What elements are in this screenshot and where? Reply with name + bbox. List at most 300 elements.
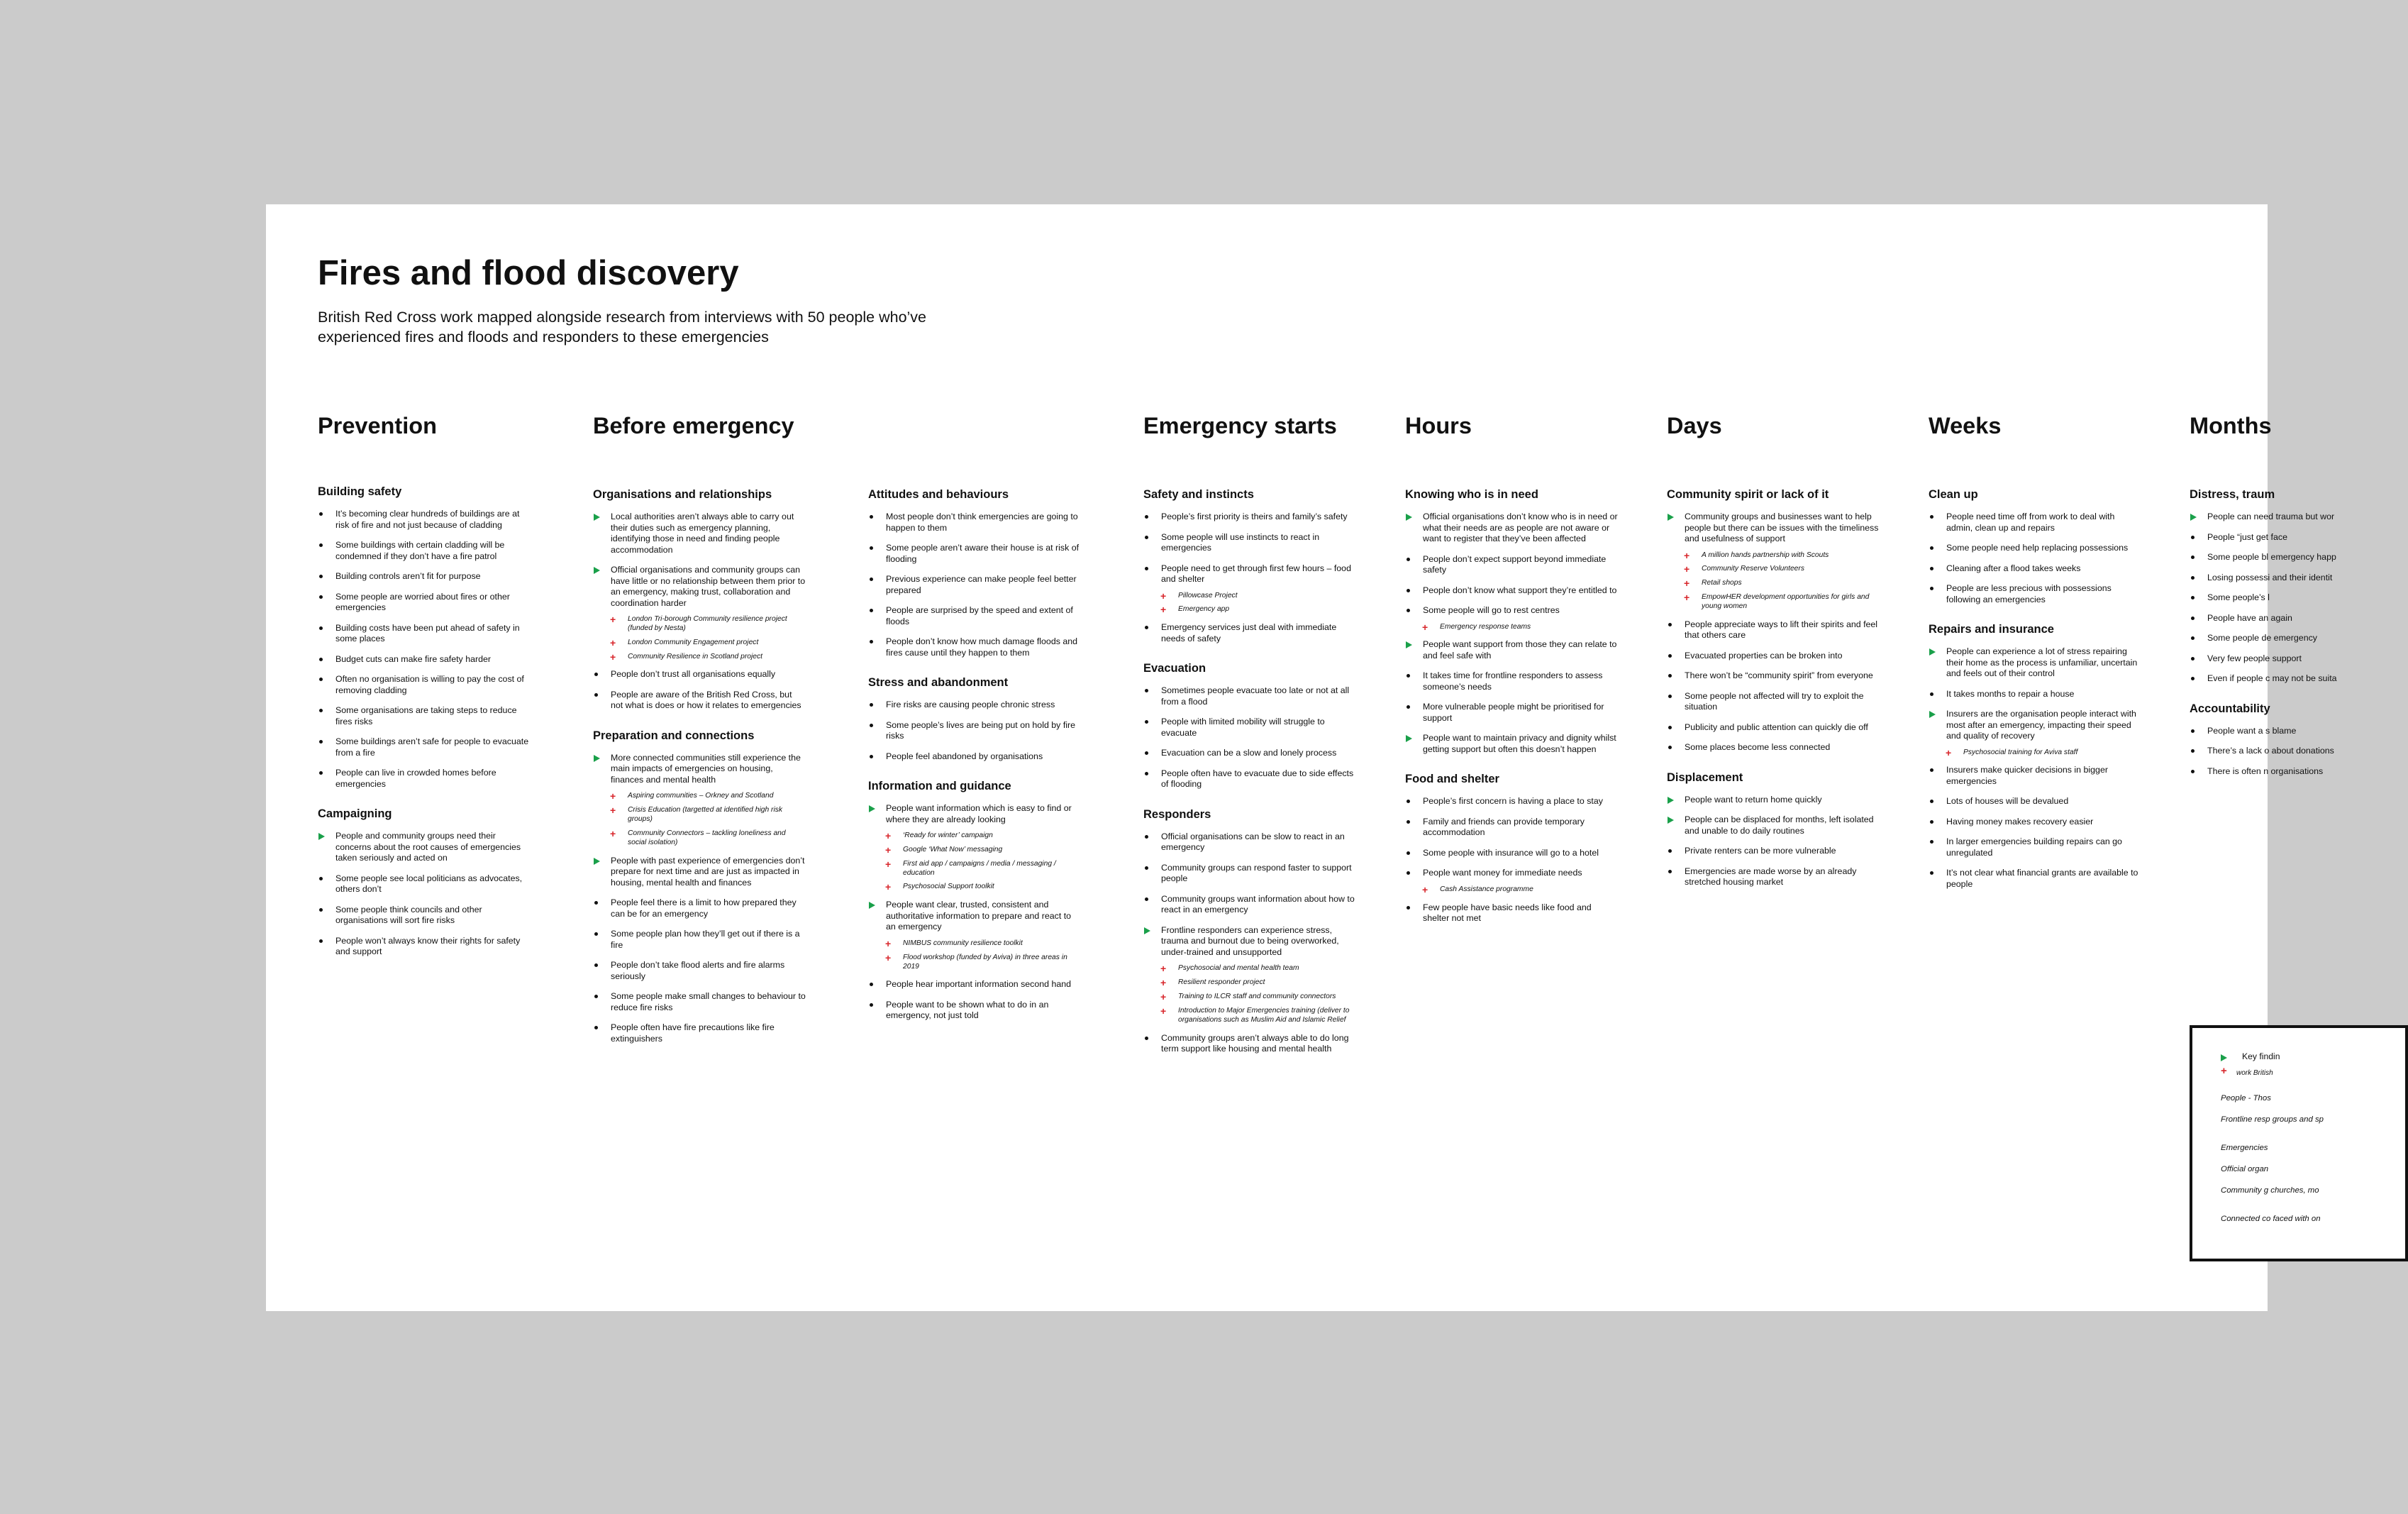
item-text: Most people don’t think emergencies are going to happen to them	[886, 512, 1078, 533]
section-heading: Safety and instincts	[1143, 488, 1254, 501]
page-title: Fires and flood discovery	[318, 254, 739, 292]
item-text: Some people see local politicians as advocates, others don’t	[335, 873, 523, 894]
item-text: Building costs have been put ahead of safety in some places	[335, 622, 520, 643]
item-text: Frontline responders can experience stress, trauma and burnout due to being overworked, under-trained and unsupported	[1161, 924, 1339, 957]
observation-item	[2190, 746, 2402, 757]
section	[1143, 808, 1356, 1055]
red-cross-work-item	[1143, 978, 1356, 988]
observation-item	[1405, 605, 1618, 617]
item-text: More vulnerable people might be prioritised for support	[1423, 702, 1604, 723]
observation-item	[2190, 573, 2402, 584]
observation-item	[2190, 673, 2402, 685]
section	[1929, 488, 2141, 605]
item-text: In larger emergencies building repairs can go unregulated	[1946, 836, 2122, 858]
observation-item	[1143, 717, 1356, 739]
item-text: Very few people support	[2207, 653, 2302, 663]
item-text: Budget cuts can make fire safety harder	[335, 653, 492, 664]
phase-months: Months	[2190, 413, 2272, 438]
observation-item	[318, 654, 531, 665]
item-text: People need to get through first few hours – food and shelter	[1161, 563, 1351, 584]
work-text: Emergency app	[1178, 605, 1230, 614]
section-heading: Responders	[1143, 807, 1211, 821]
work-marker-icon: +	[610, 614, 616, 625]
red-cross-work-item	[1929, 748, 2141, 758]
item-text: Emergencies are made worse by an already stretched housing market	[1685, 866, 1857, 888]
key-finding-item	[868, 900, 1081, 933]
work-text: A million hands partnership with Scouts	[1702, 551, 1829, 559]
red-cross-work-item	[593, 636, 806, 648]
work-text: Retail shops	[1702, 579, 1742, 587]
item-text: It takes time for frontline responders to assess someone’s needs	[1423, 670, 1603, 692]
work-text: Community Resilience in Scotland project	[628, 652, 763, 661]
item-text: Evacuated properties can be broken into	[1685, 650, 1843, 661]
section	[868, 676, 1081, 762]
work-marker-icon: +	[1160, 963, 1167, 975]
key-finding-item	[593, 512, 806, 556]
section-heading: Information and guidance	[868, 780, 1011, 792]
observation-item	[1667, 691, 1880, 713]
observation-item	[318, 540, 531, 562]
item-text: Cleaning after a flood takes weeks	[1946, 563, 2081, 573]
item-text: Building controls aren’t fit for purpose	[335, 571, 481, 581]
observation-item	[593, 1022, 806, 1044]
section	[593, 488, 806, 712]
observation-item	[593, 669, 806, 680]
observation-item	[1929, 836, 2141, 858]
observation-item	[868, 720, 1081, 742]
observation-item	[2190, 532, 2402, 543]
column-hours	[1405, 488, 1618, 942]
key-definition: Frontline resp groups and sp	[2221, 1115, 2324, 1124]
item-text: Few people have basic needs like food and shelter not met	[1423, 902, 1592, 924]
work-text: Cash Assistance programme	[1440, 885, 1533, 893]
item-text: People and community groups need their concerns about the root causes of emergencies taken seriously and acted on	[335, 831, 521, 863]
item-text: People want clear, trusted, consistent and authoritative information to prepare and react to an emergency	[886, 900, 1072, 932]
key-finding-item	[1667, 512, 1880, 545]
work-text: London Community Engagement project	[628, 638, 759, 646]
section	[2190, 488, 2402, 685]
observation-item	[868, 751, 1081, 763]
item-text: Some people not affected will try to exploit the situation	[1685, 690, 1864, 712]
item-text: Some buildings aren’t safe for people to evacuate from a fire	[335, 736, 529, 758]
red-cross-work-item	[868, 883, 1081, 892]
work-marker-icon: +	[1946, 746, 1952, 758]
key-finding-item	[1667, 814, 1880, 836]
observation-item	[2190, 613, 2402, 624]
section	[1929, 623, 2141, 890]
item-text: Losing possessi and their identit	[2207, 572, 2333, 582]
red-cross-work-item	[868, 860, 1081, 878]
item-text: Official organisations don’t know who is in need or what their needs are as people are not aware or want to register that they’ve been affected	[1423, 512, 1618, 543]
observation-item	[1929, 817, 2141, 828]
observation-item	[318, 705, 531, 727]
item-text: Having money makes recovery easier	[1946, 816, 2094, 827]
red-cross-work-item	[1143, 964, 1356, 973]
item-text: People want to return home quickly	[1685, 794, 1822, 805]
item-text: Some people aren’t aware their house is at risk of flooding	[886, 543, 1080, 564]
red-cross-work-item	[593, 615, 806, 634]
section	[1143, 662, 1356, 790]
work-text: ‘Ready for winter’ campaign	[903, 831, 993, 839]
item-text: Family and friends can provide temporary accommodation	[1423, 816, 1585, 838]
item-text: People want a s blame	[2207, 725, 2297, 736]
item-text: People have an again	[2207, 612, 2292, 623]
observation-item	[1143, 532, 1356, 554]
key-finding-item	[593, 565, 806, 609]
observation-item	[1405, 868, 1618, 879]
phase-days: Days	[1667, 413, 1722, 438]
observation-item	[593, 991, 806, 1013]
observation-item	[1143, 863, 1356, 885]
key-finding-item	[593, 753, 806, 786]
item-text: People can be displaced for months, left isolated and unable to do daily routines	[1685, 814, 1874, 836]
section-heading: Knowing who is in need	[1405, 488, 1538, 501]
key-finding-item	[1405, 733, 1618, 755]
section-heading: Evacuation	[1143, 662, 1206, 675]
key-finding-item	[318, 831, 531, 864]
work-text: EmpowHER development opportunities for girls and young women	[1702, 593, 1870, 610]
work-text: Resilient responder project	[1178, 978, 1265, 987]
column-months	[2190, 488, 2402, 795]
work-text: London Tri-borough Community resilience project (funded by Nesta)	[628, 615, 787, 632]
item-text: Fire risks are causing people chronic stress	[886, 700, 1055, 709]
page-subtitle: British Red Cross work mapped alongside research from interviews with 50 people who’ve experienced fires and floods and responders to these emergencies	[318, 309, 927, 346]
red-cross-work-item	[1143, 1007, 1356, 1025]
work-text: Emergency response teams	[1440, 622, 1531, 631]
key-definition: Emergencies	[2221, 1144, 2268, 1152]
work-marker-icon: +	[885, 937, 892, 949]
section	[1405, 773, 1618, 924]
item-text: People don’t expect support beyond immediate safety	[1423, 553, 1607, 575]
item-text: People are aware of the British Red Cross, but not what is does or how it relates to emergencies	[611, 689, 801, 711]
column-emergency-starts	[1143, 488, 1356, 1073]
item-text: Some people bl emergency happ	[2207, 552, 2336, 562]
work-marker-icon: +	[1422, 621, 1428, 633]
red-cross-work-item	[1143, 605, 1356, 614]
discovery-board	[266, 204, 2337, 1311]
work-marker-icon: +	[885, 844, 892, 856]
observation-item	[1929, 689, 2141, 700]
work-marker-icon: +	[885, 881, 892, 893]
observation-item	[1405, 848, 1618, 859]
observation-item	[868, 1000, 1081, 1022]
observation-item	[1667, 651, 1880, 662]
red-cross-work-item	[868, 831, 1081, 841]
observation-item	[1143, 831, 1356, 853]
item-text: People can need trauma but wor	[2207, 512, 2335, 521]
observation-item	[2190, 653, 2402, 665]
item-text: People often have fire precautions like fire extinguishers	[611, 1022, 775, 1044]
key-finding-item	[2190, 512, 2402, 523]
observation-item	[868, 543, 1081, 565]
work-text: Introduction to Major Emergencies training (deliver to organisations such as Muslim Aid and Islamic Relief	[1178, 1006, 1350, 1024]
observation-item	[868, 605, 1081, 627]
work-marker-icon: +	[885, 858, 892, 870]
section-heading: Displacement	[1667, 770, 1743, 784]
item-text: There won’t be “community spirit” from everyone	[1685, 670, 1873, 681]
section-heading: Organisations and relationships	[593, 488, 772, 501]
work-marker-icon: +	[1160, 990, 1167, 1002]
item-text: People are surprised by the speed and extent of floods	[886, 605, 1073, 626]
section-heading: Stress and abandonment	[868, 676, 1009, 689]
phase-prevention: Prevention	[318, 413, 437, 438]
observation-item	[1143, 748, 1356, 759]
item-text: It’s not clear what financial grants are available to people	[1946, 868, 2138, 889]
red-cross-work-item	[1143, 592, 1356, 601]
work-marker-icon: +	[610, 790, 616, 802]
section	[1667, 771, 1880, 888]
observation-item	[318, 936, 531, 958]
section-heading: Repairs and insurance	[1929, 623, 2054, 636]
key-finding-item	[1667, 795, 1880, 806]
observation-item	[2190, 726, 2402, 737]
key-definition: Official organ	[2221, 1165, 2269, 1173]
item-text: Local authorities aren’t always able to carry out their duties such as emergency planning, identifying those in need and finding people accommodation	[611, 512, 794, 555]
item-text: People want information which is easy to find or where they are already looking	[886, 803, 1072, 824]
item-text: There’s a lack o about donations	[2207, 746, 2334, 756]
item-text: Some people de emergency	[2207, 633, 2317, 643]
observation-item	[593, 960, 806, 982]
key-finding-item	[1405, 639, 1618, 661]
work-marker-icon: +	[885, 951, 892, 963]
red-cross-work-item	[593, 829, 806, 848]
item-text: Some organisations are taking steps to reduce fires risks	[335, 705, 517, 726]
work-text: Psychosocial and mental health team	[1178, 964, 1299, 973]
key-finding-item	[1929, 709, 2141, 742]
item-text: People don’t know how much damage floods and fires cause until they happen to them	[886, 636, 1078, 658]
work-text: Community Reserve Volunteers	[1702, 565, 1804, 573]
section-heading: Community spirit or lack of it	[1667, 488, 1829, 501]
item-text: Evacuation can be a slow and lonely process	[1161, 748, 1337, 758]
item-text: People feel abandoned by organisations	[886, 751, 1043, 761]
observation-item	[1143, 768, 1356, 790]
item-text: Some buildings with certain cladding will be condemned if they don’t have a fire patrol	[335, 540, 505, 561]
item-text: People are less precious with possessions following an emergencies	[1946, 583, 2112, 604]
item-text: People won’t always know their rights for safety and support	[335, 935, 521, 956]
section-heading: Distress, traum	[2190, 488, 2275, 501]
item-text: Some people will go to rest centres	[1423, 605, 1560, 615]
item-text: People need time off from work to deal with admin, clean up and repairs	[1946, 512, 2115, 533]
observation-item	[2190, 592, 2402, 604]
item-text: People don’t take flood alerts and fire alarms seriously	[611, 960, 785, 981]
observation-item	[1667, 846, 1880, 857]
item-text: People with past experience of emergencies don’t prepare for next time and are just as impacted in housing, mental health and finances	[611, 855, 805, 888]
observation-item	[1667, 670, 1880, 682]
column-days	[1667, 488, 1880, 906]
key-finding-label: Key findin	[2242, 1051, 2280, 1061]
work-marker-icon: +	[2221, 1065, 2227, 1077]
observation-item	[318, 736, 531, 758]
observation-item	[1667, 866, 1880, 888]
red-cross-work-item	[1143, 990, 1356, 1002]
work-marker-icon: +	[1160, 977, 1167, 989]
key-legend	[2190, 1025, 2408, 1261]
observation-item	[1929, 868, 2141, 890]
item-text: People can experience a lot of stress repairing their home as the process is unfamiliar, uncertain and feels out of their control	[1946, 646, 2138, 678]
section	[868, 488, 1081, 658]
observation-item	[318, 674, 531, 696]
work-text: Aspiring communities – Orkney and Scotland	[628, 792, 774, 800]
red-cross-work-item	[868, 939, 1081, 949]
item-text: Emergency services just deal with immediate needs of safety	[1161, 622, 1337, 643]
work-marker-icon: +	[610, 636, 616, 648]
observation-item	[868, 979, 1081, 990]
red-cross-work-item	[593, 653, 806, 662]
observation-item	[868, 636, 1081, 658]
observation-item	[2190, 633, 2402, 644]
observation-item	[593, 929, 806, 951]
column-before-emergency-attitudes	[868, 488, 1081, 1039]
item-text: People hear important information second hand	[886, 979, 1072, 990]
work-marker-icon: +	[610, 651, 616, 663]
item-text: People feel there is a limit to how prepared they can be for an emergency	[611, 897, 797, 919]
key-finding-item	[593, 856, 806, 889]
observation-item	[1405, 554, 1618, 576]
work-marker-icon: +	[1684, 592, 1690, 604]
work-text: Psychosocial Support toolkit	[903, 883, 994, 891]
observation-item	[318, 623, 531, 645]
observation-item	[318, 509, 531, 531]
section-heading: Preparation and connections	[593, 729, 755, 742]
key-finding-item	[1143, 925, 1356, 958]
red-cross-work-item	[593, 806, 806, 824]
item-text: People’s first concern is having a place to stay	[1423, 796, 1603, 807]
item-text: Some people with insurance will go to a hotel	[1423, 847, 1599, 858]
item-text: Official organisations and community groups can have little or no relationship between them prior to an emergency, making trust, collaboration and coordination harder	[611, 565, 806, 608]
work-text: Psychosocial training for Aviva staff	[1963, 748, 2078, 756]
observation-item	[1405, 796, 1618, 807]
observation-item	[1929, 512, 2141, 534]
work-marker-icon: +	[1684, 578, 1690, 590]
red-cross-work-item	[1667, 551, 1880, 560]
work-text: First aid app / campaigns / media / messaging / education	[903, 859, 1056, 877]
red-cross-work-item	[1667, 579, 1880, 588]
item-text: Community groups and businesses want to help people but there can be issues with the timeliness and usefulness of support	[1685, 512, 1879, 543]
work-marker-icon: +	[1684, 563, 1690, 575]
red-cross-work-item	[868, 846, 1081, 855]
observation-item	[1667, 619, 1880, 641]
section	[593, 729, 806, 1044]
item-text: It’s becoming clear hundreds of buildings are at risk of fire and not just because of cladding	[335, 509, 520, 530]
observation-item	[318, 873, 531, 895]
section-heading: Clean up	[1929, 488, 1978, 501]
phase-before-emergency: Before emergency	[593, 413, 794, 438]
observation-item	[2190, 766, 2402, 778]
red-cross-work-item	[868, 951, 1081, 972]
section	[318, 807, 531, 958]
key-finding-item	[868, 803, 1081, 825]
observation-item	[1405, 585, 1618, 597]
observation-item	[1143, 685, 1356, 707]
work-text: NIMBUS community resilience toolkit	[903, 939, 1023, 947]
work-marker-icon: +	[1160, 590, 1167, 602]
section-heading: Campaigning	[318, 807, 392, 820]
red-cross-work-item	[1405, 623, 1618, 632]
observation-item	[1405, 670, 1618, 692]
section	[1405, 488, 1618, 755]
work-marker-icon: +	[610, 805, 616, 817]
column-before-emergency-organisations	[593, 488, 806, 1062]
observation-item	[1143, 622, 1356, 644]
work-marker-icon: +	[1160, 1005, 1167, 1017]
item-text: Official organisations can be slow to react in an emergency	[1161, 831, 1345, 853]
red-cross-work-item	[1405, 885, 1618, 895]
key-definition: Community g churches, mo	[2221, 1186, 2319, 1195]
item-text: People want to be shown what to do in an emergency, not just told	[886, 999, 1049, 1021]
item-text: Some people plan how they’ll get out if there is a fire	[611, 929, 800, 950]
work-marker-icon: +	[885, 830, 892, 841]
section	[1667, 488, 1880, 753]
item-text: Some people need help replacing possessions	[1946, 543, 2129, 553]
observation-item	[1405, 702, 1618, 724]
item-text: Insurers make quicker decisions in bigger emergencies	[1946, 765, 2108, 786]
item-text: Some people make small changes to behaviour to reduce fire risks	[611, 991, 806, 1012]
observation-item	[1143, 512, 1356, 523]
work-marker-icon: +	[1684, 549, 1690, 561]
observation-item	[318, 768, 531, 790]
observation-item	[868, 574, 1081, 596]
item-text: People with limited mobility will struggle to evacuate	[1161, 717, 1325, 738]
observation-item	[2190, 552, 2402, 563]
observation-item	[318, 592, 531, 614]
observation-item	[1929, 765, 2141, 787]
work-marker-icon: +	[1160, 604, 1167, 616]
key-finding-item	[1929, 646, 2141, 680]
item-text: Community groups can respond faster to support people	[1161, 862, 1352, 884]
section	[1143, 488, 1356, 644]
key-work-label: work British	[2236, 1069, 2273, 1077]
section	[2190, 702, 2402, 778]
section-heading: Food and shelter	[1405, 773, 1499, 786]
work-text: Training to ILCR staff and community connectors	[1178, 992, 1336, 1000]
observation-item	[1929, 543, 2141, 554]
observation-item	[1929, 796, 2141, 807]
item-text: Previous experience can make people feel better prepared	[886, 574, 1077, 595]
observation-item	[1405, 902, 1618, 924]
item-text: Some people are worried about fires or other emergencies	[335, 591, 510, 612]
item-text: Some people’s lives are being put on hold by fire risks	[886, 719, 1076, 741]
observation-item	[318, 905, 531, 927]
item-text: It takes months to repair a house	[1946, 688, 2075, 699]
red-cross-work-item	[1667, 565, 1880, 574]
section	[868, 780, 1081, 1022]
observation-item	[1405, 817, 1618, 839]
section-heading: Building safety	[318, 485, 402, 498]
item-text: There is often n organisations	[2207, 766, 2324, 776]
observation-item	[1143, 1033, 1356, 1055]
item-text: Some people think councils and other organisations will sort fire risks	[335, 904, 482, 925]
item-text: Private renters can be more vulnerable	[1685, 846, 1836, 856]
phase-weeks: Weeks	[1929, 413, 2002, 438]
item-text: People can live in crowded homes before emergencies	[335, 768, 496, 789]
item-text: People’s first priority is theirs and family’s safety	[1161, 512, 1348, 521]
key-finding-item	[1405, 512, 1618, 545]
item-text: People don’t know what support they’re entitled to	[1423, 585, 1617, 595]
observation-item	[1667, 742, 1880, 753]
work-text: Flood workshop (funded by Aviva) in three areas in 2019	[903, 953, 1067, 971]
work-text: Community Connectors – tackling loneliness and social isolation)	[628, 829, 786, 846]
key-definition: People - Thos	[2221, 1094, 2271, 1103]
finding-marker-icon	[2221, 1054, 2227, 1061]
observation-item	[1929, 583, 2141, 605]
section-heading: Attitudes and behaviours	[868, 488, 1009, 501]
work-marker-icon: +	[610, 828, 616, 840]
observation-item	[1667, 722, 1880, 734]
column-weeks	[1929, 488, 2141, 907]
observation-item	[1929, 563, 2141, 575]
red-cross-work-item	[593, 792, 806, 801]
item-text: Often no organisation is willing to pay the cost of removing cladding	[335, 674, 524, 695]
